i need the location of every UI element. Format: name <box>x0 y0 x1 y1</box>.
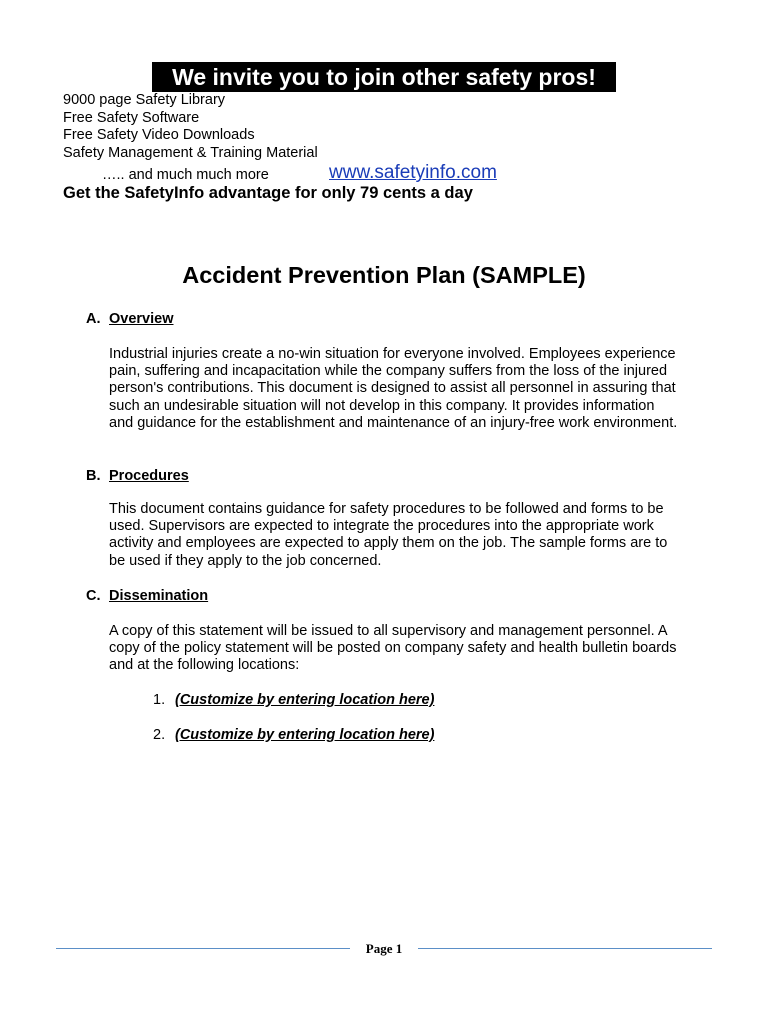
section-letter: B. <box>86 468 101 484</box>
paragraph-line: Industrial injuries create a no-win situation for everyone involved. Employees experience <box>109 346 676 362</box>
paragraph-line: copy of the policy statement will be posted on company safety and health bulletin boards <box>109 640 677 657</box>
location-number: 2. <box>153 727 166 743</box>
paragraph-line: and guidance for the establishment and maintenance of an injury-free work environment. <box>109 414 678 431</box>
section-title: Dissemination <box>109 588 209 604</box>
location-placeholder: (Customize by entering location here) <box>175 727 435 743</box>
location-item <box>153 692 434 708</box>
paragraph-line: be used if they apply to the job concerned. <box>109 552 382 569</box>
section-title: Overview <box>109 311 174 327</box>
paragraph-line: used. Supervisors are expected to integrate the procedures into the appropriate work <box>109 518 654 535</box>
section-heading-procedures <box>86 468 189 484</box>
footer-page-number: Page 1 <box>365 941 403 956</box>
paragraph-line: and at the following locations: <box>109 657 300 674</box>
section-title: Procedures <box>109 468 189 484</box>
footer-rule-right <box>418 948 712 949</box>
promo-item: Safety Management & Training Material <box>63 144 318 161</box>
section-paragraph-procedures <box>109 501 709 570</box>
section-letter: C. <box>86 588 101 604</box>
promo-item: 9000 page Safety Library <box>63 92 226 108</box>
paragraph-line: person's contributions. This document is designed to assist all personnel in assuring that <box>109 380 676 397</box>
promo-list <box>63 92 318 162</box>
promo-banner: We invite you to join other safety pros! <box>152 62 616 92</box>
section-heading-dissemination <box>86 588 208 604</box>
location-number: 1. <box>153 692 166 708</box>
paragraph-line: A copy of this statement will be issued to all supervisory and management personnel. A <box>109 623 668 639</box>
paragraph-line: This document contains guidance for safety procedures to be followed and forms to be <box>109 501 664 517</box>
footer-rule-left <box>56 948 350 949</box>
safetyinfo-link[interactable]: www.safetyinfo.com <box>329 162 497 183</box>
promo-item: Free Safety Video Downloads <box>63 127 255 143</box>
location-placeholder: (Customize by entering location here) <box>175 692 435 708</box>
section-heading-overview <box>86 311 174 327</box>
promo-advantage: Get the SafetyInfo advantage for only 79 cents a day <box>63 184 473 202</box>
document-title: Accident Prevention Plan (SAMPLE) <box>182 262 586 288</box>
paragraph-line: activity and employees are expected to apply them on the job. The sample forms are to <box>109 535 668 552</box>
section-paragraph-overview <box>109 346 709 432</box>
location-item <box>153 727 434 743</box>
promo-item: Free Safety Software <box>63 109 200 126</box>
paragraph-line: such an undesirable situation will not develop in this company. It provides information <box>109 397 655 414</box>
section-paragraph-dissemination <box>109 623 709 675</box>
section-letter: A. <box>86 311 101 327</box>
promo-more-row <box>102 162 522 186</box>
promo-more-text: ….. and much much more <box>102 167 269 183</box>
paragraph-line: pain, suffering and incapacitation while the company suffers from the loss of the injured <box>109 363 668 380</box>
